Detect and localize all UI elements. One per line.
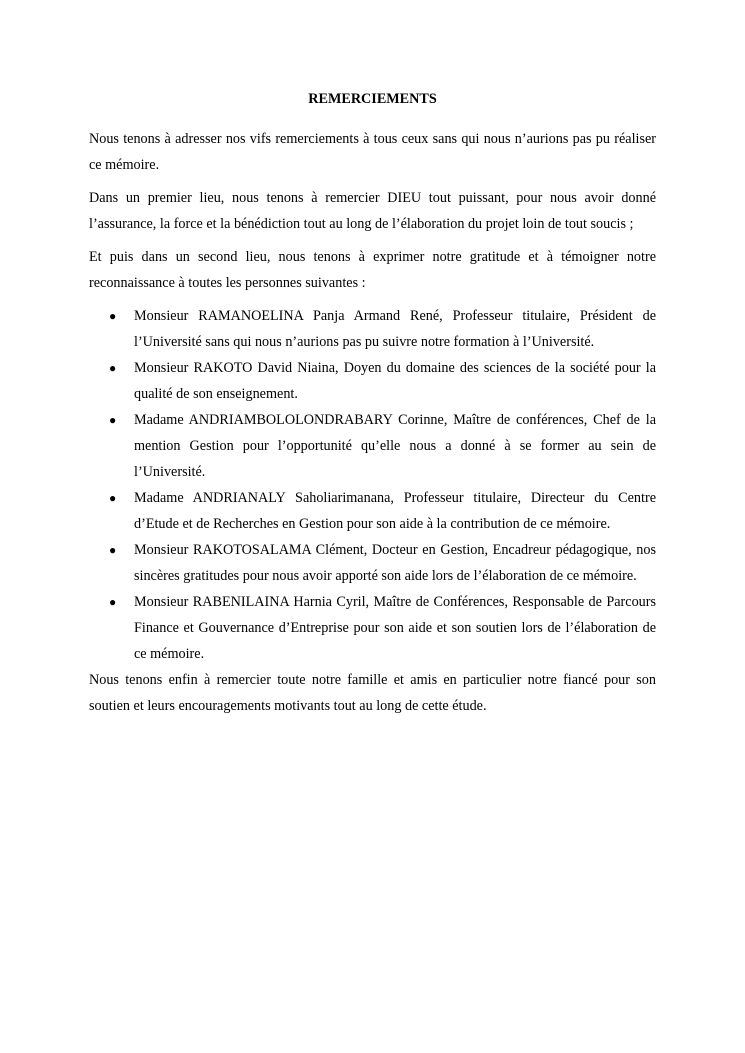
list-item [89,589,656,667]
list-item-text: Madame ANDRIAMBOLOLONDRABARY Corinne, Maître de conférences, Chef de la mention Gestion pour l’opportunité qu’elle nous a donné à se former au sein de l’Université. [134,412,656,480]
list-item-text: Monsieur RAMANOELINA Panja Armand René, Professeur titulaire, Président de l’Université sans qui nous n’aurions pas pu suivre notre formation à l’Université. [134,308,656,350]
bullet-icon: ● [109,413,117,427]
list-item-text: Madame ANDRIANALY Saholiarimanana, Professeur titulaire, Directeur du Centre d’Etude et de Recherches en Gestion pour son aide à la contribution de ce mémoire. [134,490,656,532]
list-item [89,485,656,537]
list-item-text: Monsieur RABENILAINA Harnia Cyril, Maître de Conférences, Responsable de Parcours Finance et Gouvernance d’Entreprise pour son aide et son soutien lors de l’élaboration de ce mémoire. [134,594,656,662]
list-item [89,407,656,485]
acknowledgement-list [89,303,656,667]
bullet-icon: ● [109,309,117,323]
document-body [89,89,656,719]
intro-paragraph: Nous tenons à adresser nos vifs remerciements à tous ceux sans qui nous n’aurions pas pu réaliser ce mémoire. [89,131,656,173]
faith-paragraph: Dans un premier lieu, nous tenons à remercier DIEU tout puissant, pour nous avoir donné l’assurance, la force et la bénédiction tout au long de l’élaboration du projet loin de tout soucis ; [89,190,656,232]
list-item-text: Monsieur RAKOTO David Niaina, Doyen du domaine des sciences de la société pour la qualité de son enseignement. [134,360,656,402]
bullet-icon: ● [109,361,117,375]
bullet-icon: ● [109,543,117,557]
bullet-icon: ● [109,595,117,609]
closing-paragraph: Nous tenons enfin à remercier toute notre famille et amis en particulier notre fiancé pour son soutien et leurs encouragements motivants tout au long de cette étude. [89,672,656,714]
list-item [89,303,656,355]
page-title: REMERCIEMENTS [308,91,437,107]
bullet-icon: ● [109,491,117,505]
gratitude-paragraph: Et puis dans un second lieu, nous tenons à exprimer notre gratitude et à témoigner notre reconnaissance à toutes les personnes suivantes : [89,249,656,291]
list-item [89,537,656,589]
list-item-text: Monsieur RAKOTOSALAMA Clément, Docteur en Gestion, Encadreur pédagogique, nos sincères gratitudes pour nous avoir apporté son aide lors de l’élaboration de ce mémoire. [134,542,656,584]
list-item [89,355,656,407]
